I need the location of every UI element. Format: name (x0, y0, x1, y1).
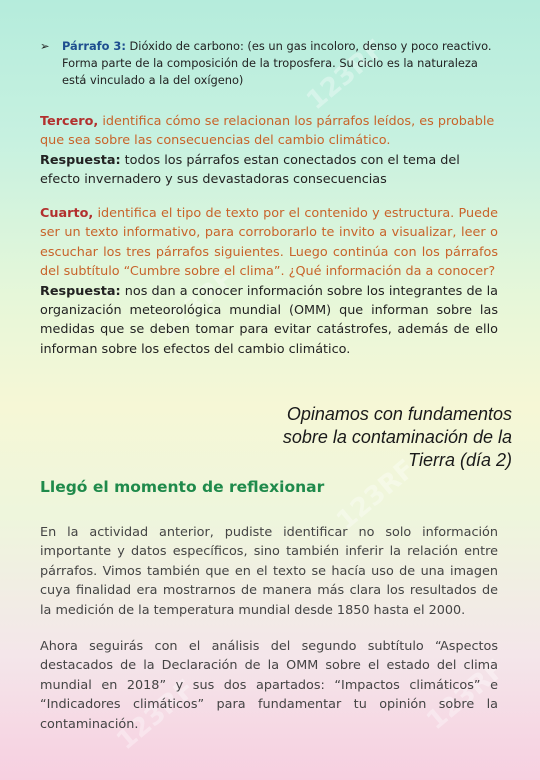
paragraph-text: Ahora seguirás con el análisis del segundo subtítulo “Aspectos destacados de la Declaración de la OMM sobre el estado del clima mundial en 2018” y sus dos apartados: “Impactos climáticos” e “Indicadores climáticos” para fundamentar tu opinión sobre la contaminación. (40, 639, 498, 732)
tercero-lead: Tercero, (40, 114, 99, 129)
watermark-text: 123RF (331, 453, 421, 537)
subtitle-line-2: sobre la contaminación de la (282, 427, 512, 447)
cuarto-question (40, 204, 498, 282)
answer-text: nos dan a conocer información sobre los integrantes de la organización meteorológica mundial (OMM) que informan sobre las medidas que se deben tomar para evitar catástrofes, además de ello informan sobre los efectos del cambio climático. (40, 283, 498, 357)
paragraph-text: En la actividad anterior, pudiste identificar no solo información importante y datos específicos, sino también inferir la relación entre párrafos. Vimos también que en el texto se hacía uso de una imagen cuya finalidad era mostrarnos de manera más clara los resultados de la medición de la temperatura mundial desde 1850 hasta el 2000. (40, 525, 498, 618)
cuarto-text: identifica el tipo de texto por el contenido y estructura. Puede ser un texto informativo, para corroborarlo te invito a visualizar, leer o escuchar los tres párrafos siguientes. Luego continúa con los párrafos del subtítulo “Cumbre sobre el clima”. ¿Qué información da a conocer? (40, 206, 498, 280)
arrow-bullet-icon: ➢ (40, 39, 50, 53)
tercero-answer (40, 151, 498, 190)
reflection-paragraph-2 (40, 637, 498, 734)
answer-label: Respuesta: (40, 152, 121, 168)
watermark-text: 123RF (151, 263, 241, 347)
cuarto-section (40, 204, 498, 359)
bullet-label: Párrafo 3: (62, 39, 126, 53)
watermark-text: 123RF (111, 673, 201, 757)
tercero-question (40, 112, 498, 151)
cuarto-answer (40, 282, 498, 360)
bullet-paragraph-3 (40, 38, 500, 89)
day-subtitle (240, 403, 512, 472)
answer-label: Respuesta: (40, 283, 121, 299)
watermark-text: 123RF (301, 33, 391, 117)
reflection-paragraph-1 (40, 523, 498, 620)
tercero-text: identifica cómo se relacionan los párrafos leídos, es probable que sea sobre las consecuencias del cambio climático. (40, 114, 495, 149)
watermark-text: 123RF (421, 653, 511, 737)
tercero-section (40, 112, 498, 190)
bullet-text: Dióxido de carbono: (es un gas incoloro, denso y poco reactivo. Forma parte de la composición de la troposfera. Su ciclo es la naturaleza está vinculado a la del oxígeno) (62, 39, 492, 87)
cuarto-lead: Cuarto, (40, 206, 94, 221)
answer-text: todos los párrafos estan conectados con el tema del efecto invernadero y sus devastadoras consecuencias (40, 152, 460, 188)
section-heading: Llegó el momento de reflexionar (40, 478, 325, 496)
subtitle-line-1: Opinamos con fundamentos (286, 404, 512, 424)
subtitle-line-3: Tierra (día 2) (408, 450, 512, 470)
